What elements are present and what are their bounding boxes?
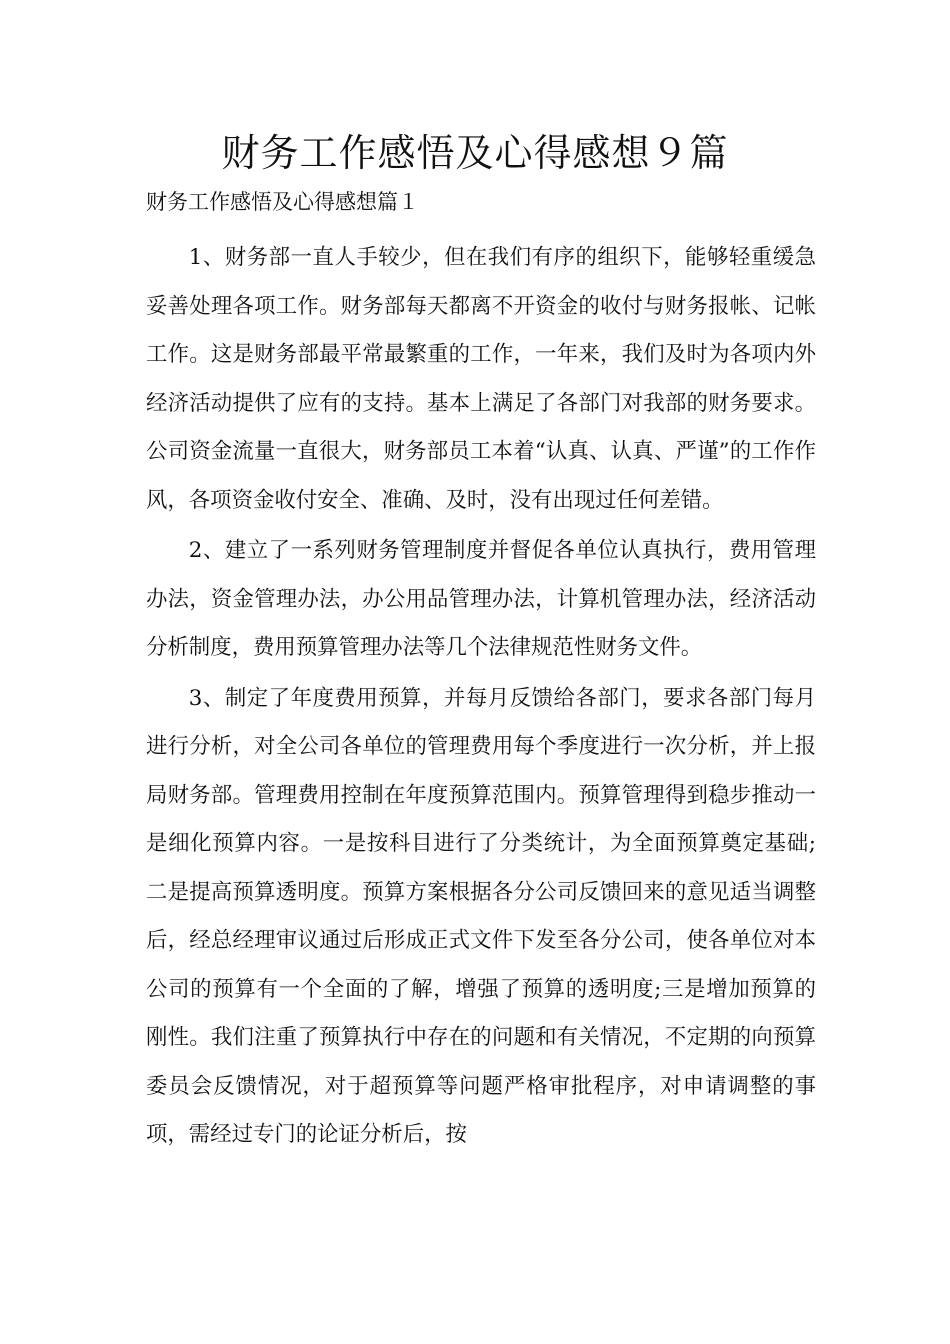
paragraph-2: 2、建立了一系列财务管理制度并督促各单位认真执行，费用管理办法，资金管理办法，办公用品管理办法，计算机管理办法，经济活动分析制度，费用预算管理办法等几个法律规范性财务文件。 [146, 538, 816, 660]
section-heading: 财务工作感悟及心得感想篇１ [146, 190, 419, 214]
paragraph-3: 3、制定了年度费用预算，并每月反馈给各部门，要求各部门每月进行分析，对全公司各单位的管理费用每个季度进行一次分析，并上报局财务部。管理费用控制在年度预算范围内。预算管理得到稳步推动一是细化预算内容。一是按科目进行了分类统计，为全面预算奠定基础;二是提高预算透明度。预算方案根据各分公司反馈回来的意见适当调整后，经总经理审议通过后形成正式文件下发至各分公司，使各单位对本公司的预算有一个全面的了解，增强了预算的透明度;三是增加预算的刚性。我们注重了预算执行中存在的问题和有关情况，不定期的向预算委员会反馈情况，对于超预算等问题严格审批程序，对申请调整的事项，需经过专门的论证分析后，按 [146, 685, 816, 1147]
paragraph-1: 1、财务部一直人手较少，但在我们有序的组织下，能够轻重缓急妥善处理各项工作。财务部每天都离不开资金的收付与财务报帐、记帐工作。这是财务部最平常最繁重的工作，一年来，我们及时为各项内外经济活动提供了应有的支持。基本上满足了各部门对我部的财务要求。公司资金流量一直很大，财务部员工本着“认真、认真、严谨”的工作作风，各项资金收付安全、准确、及时，没有出现过任何差错。 [146, 245, 816, 513]
document-title: 财务工作感悟及心得感想９篇 [221, 131, 729, 175]
document-body [146, 234, 816, 1162]
